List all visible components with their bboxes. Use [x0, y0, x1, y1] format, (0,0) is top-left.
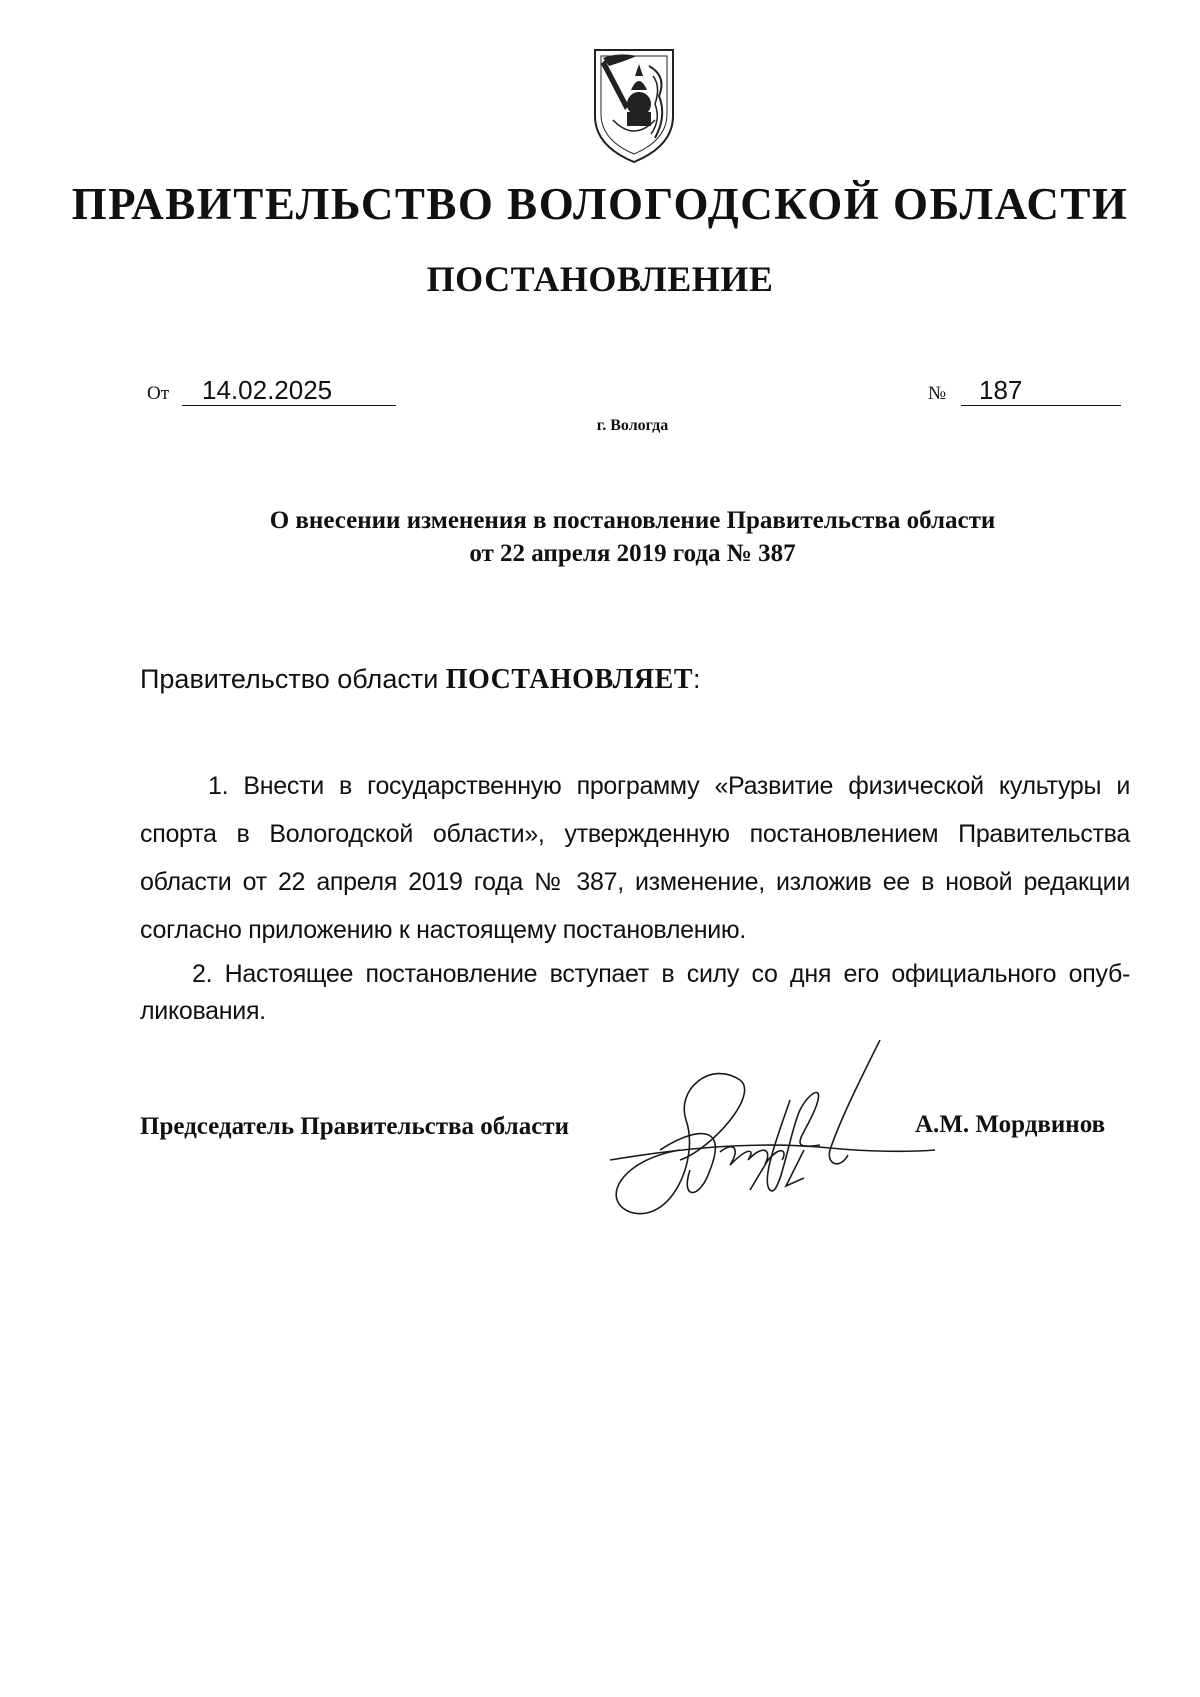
number-field [928, 375, 1023, 405]
preamble-colon: : [693, 664, 701, 694]
coat-of-arms-icon [589, 46, 679, 166]
number-prefix: № [928, 383, 947, 404]
city: г. Вологда [596, 417, 669, 434]
clause-2: 2. Настоящее постановление вступает в силу со дня его официального опуб-ликования. [140, 960, 1130, 1025]
signer-title: Председатель Правительства области [140, 1113, 569, 1140]
signer-name: А.М. Мордвинов [915, 1111, 1106, 1138]
number-value: 187 [961, 375, 1121, 406]
preamble-text: Правительство области [140, 664, 446, 694]
document-type: ПОСТАНОВЛЕНИЕ [426, 259, 774, 299]
document-subject [0, 504, 1200, 570]
date-field [147, 375, 333, 405]
clause-1: 1. Внести в государственную программу «Развитие физической культуры и спорта в Вологодской области», утвержденную постановлением Правительства области от 22 апреля 2019 года № 387, изменение, изложив ее в новой редакции согласно приложению к настоящему постановлению. [140, 772, 1130, 944]
preamble-keyword: ПОСТАНОВЛЯЕТ [445, 664, 694, 695]
organization-title: ПРАВИТЕЛЬСТВО ВОЛОГОДСКОЙ ОБЛАСТИ [71, 179, 1129, 229]
date-prefix: От [147, 383, 170, 404]
preamble [140, 664, 701, 696]
document-body [140, 762, 1130, 1030]
signature-icon [590, 1040, 950, 1230]
subject-line-1: О внесении изменения в постановление Правительства области [269, 507, 996, 534]
date-value: 14.02.2025 [182, 375, 396, 406]
subject-line-2: от 22 апреля 2019 года № 387 [469, 540, 796, 567]
